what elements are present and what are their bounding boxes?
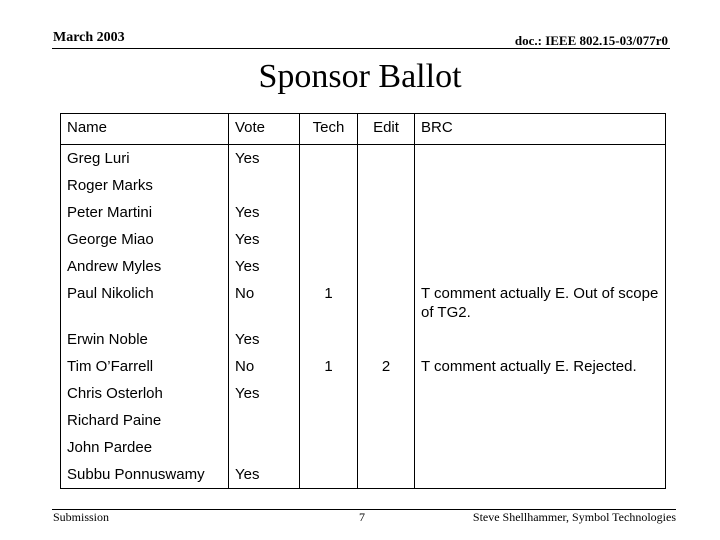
table-row bbox=[61, 172, 666, 199]
brc-cell bbox=[415, 199, 666, 226]
vote-cell bbox=[229, 434, 300, 461]
page-number: 7 bbox=[359, 510, 365, 524]
header-date: March 2003 bbox=[53, 30, 125, 45]
column-header: Edit bbox=[358, 114, 415, 145]
header-doc-id: doc.: IEEE 802.15-03/077r0 bbox=[514, 33, 668, 48]
edit-cell bbox=[358, 145, 415, 173]
edit-cell bbox=[358, 461, 415, 489]
voter-name: Paul Nikolich bbox=[61, 280, 229, 326]
table-row bbox=[61, 407, 666, 434]
tech-cell bbox=[300, 199, 358, 226]
brc-cell bbox=[415, 172, 666, 199]
voter-name: George Miao bbox=[61, 226, 229, 253]
tech-cell bbox=[300, 253, 358, 280]
tech-cell bbox=[300, 461, 358, 489]
brc-cell bbox=[415, 407, 666, 434]
edit-cell bbox=[358, 326, 415, 353]
edit-cell bbox=[358, 280, 415, 326]
tech-cell bbox=[300, 380, 358, 407]
tech-cell bbox=[300, 434, 358, 461]
brc-cell bbox=[415, 434, 666, 461]
footer-author: Steve Shellhammer, Symbol Technologies bbox=[472, 510, 676, 524]
voter-name: Chris Osterloh bbox=[61, 380, 229, 407]
voter-name: Peter Martini bbox=[61, 199, 229, 226]
brc-cell bbox=[415, 326, 666, 353]
vote-cell bbox=[229, 172, 300, 199]
edit-cell bbox=[358, 226, 415, 253]
edit-cell bbox=[358, 253, 415, 280]
brc-cell bbox=[415, 226, 666, 253]
voter-name: Greg Luri bbox=[61, 145, 229, 173]
vote-cell: Yes bbox=[229, 380, 300, 407]
edit-cell bbox=[358, 380, 415, 407]
vote-cell bbox=[229, 407, 300, 434]
edit-cell bbox=[358, 434, 415, 461]
edit-cell bbox=[358, 172, 415, 199]
table-header-row bbox=[61, 114, 666, 145]
vote-cell: Yes bbox=[229, 199, 300, 226]
header-divider bbox=[52, 48, 670, 49]
tech-cell bbox=[300, 172, 358, 199]
brc-cell: T comment actually E. Out of scope of TG2. bbox=[415, 280, 666, 326]
vote-cell: Yes bbox=[229, 145, 300, 173]
voter-name: Richard Paine bbox=[61, 407, 229, 434]
brc-cell bbox=[415, 461, 666, 489]
table-row bbox=[61, 461, 666, 489]
edit-cell bbox=[358, 407, 415, 434]
voter-name: Roger Marks bbox=[61, 172, 229, 199]
tech-cell bbox=[300, 407, 358, 434]
table-row bbox=[61, 145, 666, 173]
vote-cell: Yes bbox=[229, 226, 300, 253]
vote-cell: Yes bbox=[229, 253, 300, 280]
vote-cell: Yes bbox=[229, 326, 300, 353]
voter-name: Andrew Myles bbox=[61, 253, 229, 280]
column-header: BRC bbox=[415, 114, 666, 145]
edit-cell: 2 bbox=[358, 353, 415, 380]
vote-cell: Yes bbox=[229, 461, 300, 489]
table-row bbox=[61, 353, 666, 380]
brc-cell bbox=[415, 380, 666, 407]
table-row bbox=[61, 280, 666, 326]
tech-cell bbox=[300, 226, 358, 253]
column-header: Name bbox=[61, 114, 229, 145]
table-row bbox=[61, 434, 666, 461]
brc-cell bbox=[415, 253, 666, 280]
column-header: Tech bbox=[300, 114, 358, 145]
brc-cell: T comment actually E. Rejected. bbox=[415, 353, 666, 380]
table-row bbox=[61, 199, 666, 226]
table-row bbox=[61, 380, 666, 407]
tech-cell: 1 bbox=[300, 280, 358, 326]
table-row bbox=[61, 326, 666, 353]
edit-cell bbox=[358, 199, 415, 226]
voter-name: John Pardee bbox=[61, 434, 229, 461]
voter-name: Erwin Noble bbox=[61, 326, 229, 353]
table-row bbox=[61, 253, 666, 280]
column-header: Vote bbox=[229, 114, 300, 145]
footer-submission: Submission bbox=[53, 510, 110, 524]
tech-cell bbox=[300, 326, 358, 353]
voter-name: Tim O’Farrell bbox=[61, 353, 229, 380]
vote-cell: No bbox=[229, 353, 300, 380]
table-row bbox=[61, 226, 666, 253]
tech-cell: 1 bbox=[300, 353, 358, 380]
voter-name: Subbu Ponnuswamy bbox=[61, 461, 229, 489]
tech-cell bbox=[300, 145, 358, 173]
brc-cell bbox=[415, 145, 666, 173]
slide-title: Sponsor Ballot bbox=[258, 58, 462, 95]
vote-cell: No bbox=[229, 280, 300, 326]
ballot-table bbox=[60, 113, 666, 489]
